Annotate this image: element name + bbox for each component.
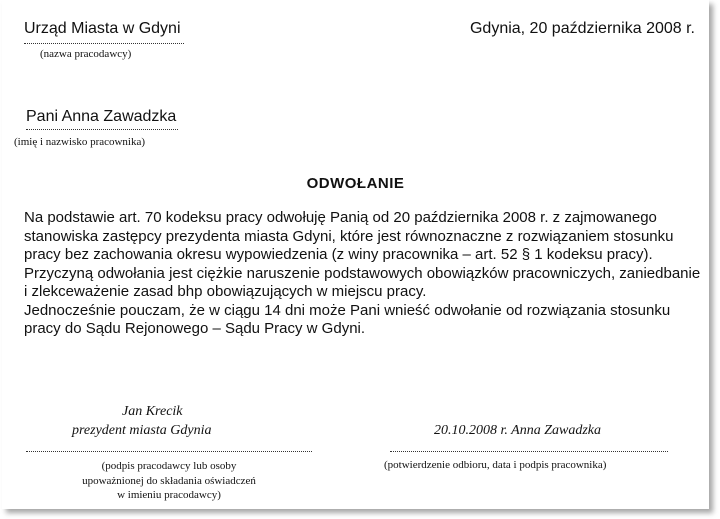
recipient-caption: (imię i nazwisko pracownika) <box>14 136 146 148</box>
body-paragraph-1: Na podstawie art. 70 kodeksu pracy odwołuję Panią od 20 października 2008 r. z zajmowanego stanowiska zastępcy prezydenta miasta Gdyni, które jest równoznaczne z rozwiązaniem stosunku pracy bez zachowania okresu wypowiedzenia (z winy pracownika – art. 52 § 1 kodeksu pracy). <box>24 209 674 263</box>
employer-signature-line <box>26 451 312 452</box>
document-title: ODWOŁANIE <box>306 175 405 192</box>
employer-name: Urząd Miasta w Gdyni <box>24 20 181 37</box>
document-page <box>2 0 709 509</box>
body-paragraph-2: Przyczyną odwołania jest ciężkie naruszenie podstawowych obowiązków pracowniczych, zaniedbanie i zlekceważenie zasad bhp obowiązujących w miejscu pracy. <box>24 264 701 300</box>
employer-signer-name: Jan Krecik <box>122 404 183 419</box>
employer-signer-role: prezydent miasta Gdynia <box>72 423 212 438</box>
employer-caption: (nazwa pracodawcy) <box>40 48 132 60</box>
employee-signature-caption: (potwierdzenie odbioru, data i podpis pracownika) <box>384 459 607 471</box>
employer-dotted-line <box>24 43 184 44</box>
employer-caption-line: w imieniu pracodawcy) <box>117 489 221 501</box>
recipient-name: Pani Anna Zawadzka <box>26 108 177 125</box>
employee-signature-line <box>390 451 668 452</box>
place-date: Gdynia, 20 października 2008 r. <box>469 20 695 37</box>
employer-caption-line: upoważnionej do składania oświadczeń <box>82 474 256 487</box>
body-paragraph-3: Jednocześnie pouczam, że w ciągu 14 dni może Pani wnieść odwołanie od rozwiązania stosunku pracy do Sądu Rejonowego – Sądu Pracy w Gdyni. <box>24 301 671 337</box>
recipient-dotted-line <box>26 129 178 130</box>
document-body <box>24 209 704 339</box>
employer-signature-caption <box>26 459 312 503</box>
employer-caption-line: (podpis pracodawcy lub osoby <box>101 460 237 472</box>
employee-acknowledgement: 20.10.2008 r. Anna Zawadzka <box>434 423 601 438</box>
